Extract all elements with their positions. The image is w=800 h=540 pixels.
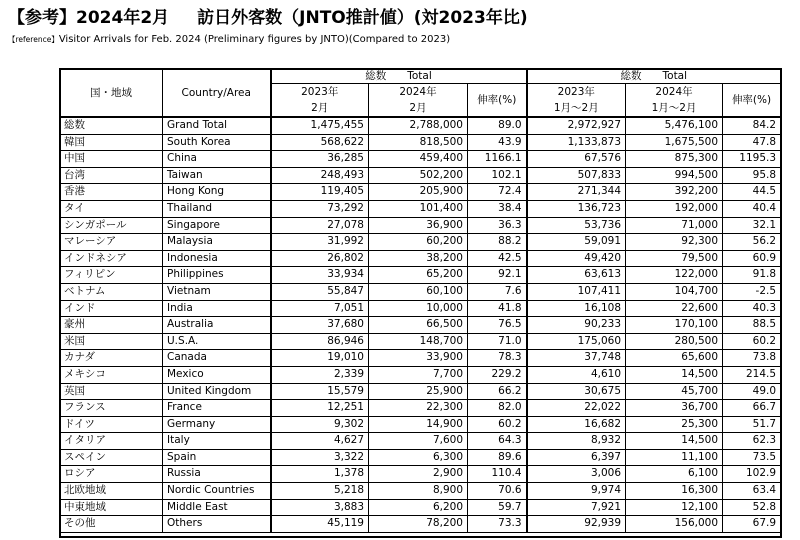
title-month: 2024年2月 — [76, 8, 170, 28]
table-row — [60, 433, 781, 450]
country-en-cell: Middle East — [163, 499, 271, 516]
table-row — [60, 400, 781, 417]
table-row — [60, 267, 781, 284]
growth-cumulative-cell: 49.0 — [723, 383, 781, 400]
header-total-monthly: 総数 Total — [271, 69, 527, 84]
table-row — [60, 283, 781, 300]
page-subtitle — [8, 33, 792, 47]
country-en-cell: Spain — [163, 449, 271, 466]
value-2023-cell: 248,493 — [271, 167, 369, 184]
cumulative-2024-cell: 1,675,500 — [626, 134, 723, 151]
growth-cell: 41.8 — [468, 300, 527, 317]
header-2023-month: 2月 — [271, 100, 369, 117]
table-row — [60, 449, 781, 466]
header-total-cumulative: 総数 Total — [527, 69, 781, 84]
header-2024-cum: 2024年 — [626, 84, 723, 101]
growth-cell: 66.2 — [468, 383, 527, 400]
country-en-cell: United Kingdom — [163, 383, 271, 400]
growth-cumulative-cell: 102.9 — [723, 466, 781, 483]
cumulative-2023-cell: 63,613 — [527, 267, 626, 284]
cumulative-2023-cell: 1,133,873 — [527, 134, 626, 151]
country-jp-cell: ドイツ — [60, 416, 163, 433]
value-2023-cell: 7,051 — [271, 300, 369, 317]
country-en-cell: Canada — [163, 350, 271, 367]
country-jp-cell: ロシア — [60, 466, 163, 483]
growth-cell: 78.3 — [468, 350, 527, 367]
cumulative-2024-cell: 16,300 — [626, 483, 723, 500]
growth-cell: 89.6 — [468, 449, 527, 466]
country-en-cell: Australia — [163, 317, 271, 334]
country-en-cell: Malaysia — [163, 234, 271, 251]
value-2024-cell: 22,300 — [369, 400, 468, 417]
main-title: 訪日外客数（JNTO推計値）(対2023年比) — [197, 8, 528, 28]
cumulative-2023-cell: 8,932 — [527, 433, 626, 450]
country-jp-cell: シンガポール — [60, 217, 163, 234]
cumulative-2024-cell: 104,700 — [626, 283, 723, 300]
table-row — [60, 317, 781, 334]
country-en-cell: Vietnam — [163, 283, 271, 300]
country-en-cell: Mexico — [163, 366, 271, 383]
value-2024-cell: 14,900 — [369, 416, 468, 433]
growth-cell: 60.2 — [468, 416, 527, 433]
growth-cell: 72.4 — [468, 184, 527, 201]
value-2024-cell: 7,700 — [369, 366, 468, 383]
cumulative-2023-cell: 9,974 — [527, 483, 626, 500]
country-en-cell: Grand Total — [163, 117, 271, 134]
cumulative-2024-cell: 79,500 — [626, 250, 723, 267]
cumulative-2024-cell: 280,500 — [626, 333, 723, 350]
country-jp-cell: 英国 — [60, 383, 163, 400]
cumulative-2024-cell: 25,300 — [626, 416, 723, 433]
value-2023-cell: 12,251 — [271, 400, 369, 417]
header-2023-cum: 2023年 — [527, 84, 626, 101]
country-en-cell: Russia — [163, 466, 271, 483]
growth-cumulative-cell: 47.8 — [723, 134, 781, 151]
value-2023-cell: 37,680 — [271, 317, 369, 334]
growth-cumulative-cell: 60.2 — [723, 333, 781, 350]
table-row — [60, 300, 781, 317]
country-jp-cell: ベトナム — [60, 283, 163, 300]
cumulative-2024-cell: 875,300 — [626, 151, 723, 168]
value-2024-cell: 66,500 — [369, 317, 468, 334]
country-en-cell: South Korea — [163, 134, 271, 151]
value-2024-cell: 78,200 — [369, 516, 468, 533]
country-en-cell: Germany — [163, 416, 271, 433]
country-jp-cell: メキシコ — [60, 366, 163, 383]
country-en-cell: U.S.A. — [163, 333, 271, 350]
country-jp-cell: 総数 — [60, 117, 163, 134]
cumulative-2024-cell: 6,100 — [626, 466, 723, 483]
value-2024-cell: 25,900 — [369, 383, 468, 400]
growth-cell: 73.3 — [468, 516, 527, 533]
cumulative-2023-cell: 3,006 — [527, 466, 626, 483]
cumulative-2023-cell: 49,420 — [527, 250, 626, 267]
growth-cell: 59.7 — [468, 499, 527, 516]
growth-cell: 42.5 — [468, 250, 527, 267]
value-2023-cell: 3,883 — [271, 499, 369, 516]
growth-cumulative-cell: 63.4 — [723, 483, 781, 500]
value-2024-cell: 7,600 — [369, 433, 468, 450]
growth-cell: 36.3 — [468, 217, 527, 234]
growth-cell: 110.4 — [468, 466, 527, 483]
value-2023-cell: 45,119 — [271, 516, 369, 533]
growth-cell: 43.9 — [468, 134, 527, 151]
cumulative-2024-cell: 71,000 — [626, 217, 723, 234]
cumulative-2023-cell: 59,091 — [527, 234, 626, 251]
growth-cell: 82.0 — [468, 400, 527, 417]
value-2024-cell: 2,788,000 — [369, 117, 468, 134]
table-row — [60, 416, 781, 433]
growth-cumulative-cell: 66.7 — [723, 400, 781, 417]
country-jp-cell: インド — [60, 300, 163, 317]
page-title — [8, 6, 792, 30]
cumulative-2024-cell: 122,000 — [626, 267, 723, 284]
growth-cumulative-cell: 60.9 — [723, 250, 781, 267]
cumulative-2023-cell: 16,682 — [527, 416, 626, 433]
value-2023-cell: 1,475,455 — [271, 117, 369, 134]
cumulative-2023-cell: 92,939 — [527, 516, 626, 533]
growth-cumulative-cell: 40.3 — [723, 300, 781, 317]
country-jp-cell: 韓国 — [60, 134, 163, 151]
cumulative-2023-cell: 136,723 — [527, 200, 626, 217]
growth-cumulative-cell: 73.5 — [723, 449, 781, 466]
value-2023-cell: 36,285 — [271, 151, 369, 168]
country-jp-cell: タイ — [60, 200, 163, 217]
value-2024-cell: 101,400 — [369, 200, 468, 217]
value-2024-cell: 33,900 — [369, 350, 468, 367]
cumulative-2023-cell: 37,748 — [527, 350, 626, 367]
country-en-cell: Taiwan — [163, 167, 271, 184]
cumulative-2023-cell: 2,972,927 — [527, 117, 626, 134]
growth-cumulative-cell: 67.9 — [723, 516, 781, 533]
table-row — [60, 466, 781, 483]
cumulative-2023-cell: 507,833 — [527, 167, 626, 184]
country-jp-cell: イタリア — [60, 433, 163, 450]
value-2024-cell: 6,300 — [369, 449, 468, 466]
country-jp-cell: その他 — [60, 516, 163, 533]
cumulative-2024-cell: 45,700 — [626, 383, 723, 400]
value-2024-cell: 8,900 — [369, 483, 468, 500]
cumulative-2023-cell: 4,610 — [527, 366, 626, 383]
growth-cell: 102.1 — [468, 167, 527, 184]
table-row — [60, 151, 781, 168]
cumulative-2023-cell: 271,344 — [527, 184, 626, 201]
value-2024-cell: 6,200 — [369, 499, 468, 516]
country-en-cell: France — [163, 400, 271, 417]
growth-cell: 1166.1 — [468, 151, 527, 168]
cumulative-2024-cell: 392,200 — [626, 184, 723, 201]
value-2023-cell: 568,622 — [271, 134, 369, 151]
value-2024-cell: 2,900 — [369, 466, 468, 483]
country-en-cell: Indonesia — [163, 250, 271, 267]
country-en-cell: Others — [163, 516, 271, 533]
cumulative-2023-cell: 6,397 — [527, 449, 626, 466]
header-2023-range: 1月～2月 — [527, 100, 626, 117]
table-row — [60, 250, 781, 267]
header-growth: 伸率(%) — [468, 84, 527, 118]
header-country-en: Country/Area — [163, 69, 271, 118]
value-2023-cell: 26,802 — [271, 250, 369, 267]
value-2023-cell: 73,292 — [271, 200, 369, 217]
cumulative-2024-cell: 12,100 — [626, 499, 723, 516]
growth-cumulative-cell: 214.5 — [723, 366, 781, 383]
table-body — [60, 117, 781, 532]
growth-cell: 229.2 — [468, 366, 527, 383]
value-2023-cell: 9,302 — [271, 416, 369, 433]
country-en-cell: India — [163, 300, 271, 317]
value-2024-cell: 818,500 — [369, 134, 468, 151]
growth-cumulative-cell: 52.8 — [723, 499, 781, 516]
country-jp-cell: 香港 — [60, 184, 163, 201]
cumulative-2023-cell: 67,576 — [527, 151, 626, 168]
country-jp-cell: 台湾 — [60, 167, 163, 184]
growth-cumulative-cell: -2.5 — [723, 283, 781, 300]
growth-cumulative-cell: 40.4 — [723, 200, 781, 217]
growth-cumulative-cell: 32.1 — [723, 217, 781, 234]
table-row — [60, 483, 781, 500]
cumulative-2024-cell: 36,700 — [626, 400, 723, 417]
cumulative-2023-cell: 107,411 — [527, 283, 626, 300]
cumulative-2023-cell: 90,233 — [527, 317, 626, 334]
cumulative-2023-cell: 22,022 — [527, 400, 626, 417]
header-2024-range: 1月～2月 — [626, 100, 723, 117]
visitor-arrivals-table — [59, 68, 781, 533]
growth-cell: 89.0 — [468, 117, 527, 134]
growth-cumulative-cell: 56.2 — [723, 234, 781, 251]
growth-cumulative-cell: 73.8 — [723, 350, 781, 367]
country-en-cell: Nordic Countries — [163, 483, 271, 500]
table-row — [60, 184, 781, 201]
value-2024-cell: 65,200 — [369, 267, 468, 284]
table-row — [60, 516, 781, 533]
cumulative-2024-cell: 156,000 — [626, 516, 723, 533]
value-2024-cell: 10,000 — [369, 300, 468, 317]
table-row — [60, 333, 781, 350]
value-2023-cell: 2,339 — [271, 366, 369, 383]
cumulative-2024-cell: 65,600 — [626, 350, 723, 367]
header-growth-cum: 伸率(%) — [723, 84, 781, 118]
growth-cell: 70.6 — [468, 483, 527, 500]
growth-cumulative-cell: 91.8 — [723, 267, 781, 284]
value-2023-cell: 27,078 — [271, 217, 369, 234]
country-jp-cell: フランス — [60, 400, 163, 417]
value-2024-cell: 502,200 — [369, 167, 468, 184]
cumulative-2023-cell: 53,736 — [527, 217, 626, 234]
country-jp-cell: インドネシア — [60, 250, 163, 267]
value-2023-cell: 31,992 — [271, 234, 369, 251]
country-jp-cell: フィリピン — [60, 267, 163, 284]
cumulative-2023-cell: 7,921 — [527, 499, 626, 516]
growth-cumulative-cell: 44.5 — [723, 184, 781, 201]
header-country-jp: 国・地域 — [60, 69, 163, 118]
country-en-cell: Italy — [163, 433, 271, 450]
value-2023-cell: 15,579 — [271, 383, 369, 400]
header-2024-month: 2月 — [369, 100, 468, 117]
country-jp-cell: カナダ — [60, 350, 163, 367]
cumulative-2024-cell: 994,500 — [626, 167, 723, 184]
table-row — [60, 134, 781, 151]
cumulative-2024-cell: 14,500 — [626, 433, 723, 450]
header-2023: 2023年 — [271, 84, 369, 101]
table-row — [60, 383, 781, 400]
country-en-cell: Philippines — [163, 267, 271, 284]
value-2023-cell: 86,946 — [271, 333, 369, 350]
country-jp-cell: マレーシア — [60, 234, 163, 251]
cumulative-2024-cell: 22,600 — [626, 300, 723, 317]
growth-cell: 71.0 — [468, 333, 527, 350]
country-jp-cell: 中国 — [60, 151, 163, 168]
growth-cell: 7.6 — [468, 283, 527, 300]
growth-cell: 38.4 — [468, 200, 527, 217]
cumulative-2024-cell: 14,500 — [626, 366, 723, 383]
cumulative-2023-cell: 16,108 — [527, 300, 626, 317]
growth-cumulative-cell: 1195.3 — [723, 151, 781, 168]
country-en-cell: Thailand — [163, 200, 271, 217]
table-row — [60, 217, 781, 234]
table-row — [60, 167, 781, 184]
value-2023-cell: 4,627 — [271, 433, 369, 450]
reference-tag: 【reference】 — [8, 35, 59, 44]
value-2023-cell: 19,010 — [271, 350, 369, 367]
country-en-cell: Hong Kong — [163, 184, 271, 201]
value-2024-cell: 36,900 — [369, 217, 468, 234]
value-2023-cell: 5,218 — [271, 483, 369, 500]
country-en-cell: China — [163, 151, 271, 168]
value-2024-cell: 38,200 — [369, 250, 468, 267]
cumulative-2024-cell: 92,300 — [626, 234, 723, 251]
growth-cell: 64.3 — [468, 433, 527, 450]
value-2024-cell: 205,900 — [369, 184, 468, 201]
growth-cumulative-cell: 84.2 — [723, 117, 781, 134]
value-2024-cell: 60,200 — [369, 234, 468, 251]
country-en-cell: Singapore — [163, 217, 271, 234]
growth-cumulative-cell: 95.8 — [723, 167, 781, 184]
value-2024-cell: 60,100 — [369, 283, 468, 300]
table-row — [60, 366, 781, 383]
bracket-label: 【参考】 — [8, 8, 76, 28]
table-row — [60, 499, 781, 516]
growth-cell: 88.2 — [468, 234, 527, 251]
cumulative-2024-cell: 192,000 — [626, 200, 723, 217]
country-jp-cell: 豪州 — [60, 317, 163, 334]
country-jp-cell: スペイン — [60, 449, 163, 466]
country-jp-cell: 米国 — [60, 333, 163, 350]
value-2024-cell: 459,400 — [369, 151, 468, 168]
country-jp-cell: 中東地域 — [60, 499, 163, 516]
subtitle-text: Visitor Arrivals for Feb. 2024 (Preliminary figures by JNTO)(Compared to 2023) — [58, 34, 451, 45]
cumulative-2023-cell: 30,675 — [527, 383, 626, 400]
cumulative-2024-cell: 170,100 — [626, 317, 723, 334]
country-jp-cell: 北欧地域 — [60, 483, 163, 500]
growth-cell: 76.5 — [468, 317, 527, 334]
value-2023-cell: 33,934 — [271, 267, 369, 284]
value-2023-cell: 55,847 — [271, 283, 369, 300]
cumulative-2024-cell: 5,476,100 — [626, 117, 723, 134]
growth-cumulative-cell: 88.5 — [723, 317, 781, 334]
value-2023-cell: 1,378 — [271, 466, 369, 483]
value-2023-cell: 119,405 — [271, 184, 369, 201]
table-row — [60, 350, 781, 367]
table-row — [60, 200, 781, 217]
growth-cell: 92.1 — [468, 267, 527, 284]
cumulative-2024-cell: 11,100 — [626, 449, 723, 466]
cumulative-2023-cell: 175,060 — [527, 333, 626, 350]
value-2023-cell: 3,322 — [271, 449, 369, 466]
header-2024: 2024年 — [369, 84, 468, 101]
table-row — [60, 117, 781, 134]
value-2024-cell: 148,700 — [369, 333, 468, 350]
table-row — [60, 234, 781, 251]
growth-cumulative-cell: 51.7 — [723, 416, 781, 433]
growth-cumulative-cell: 62.3 — [723, 433, 781, 450]
